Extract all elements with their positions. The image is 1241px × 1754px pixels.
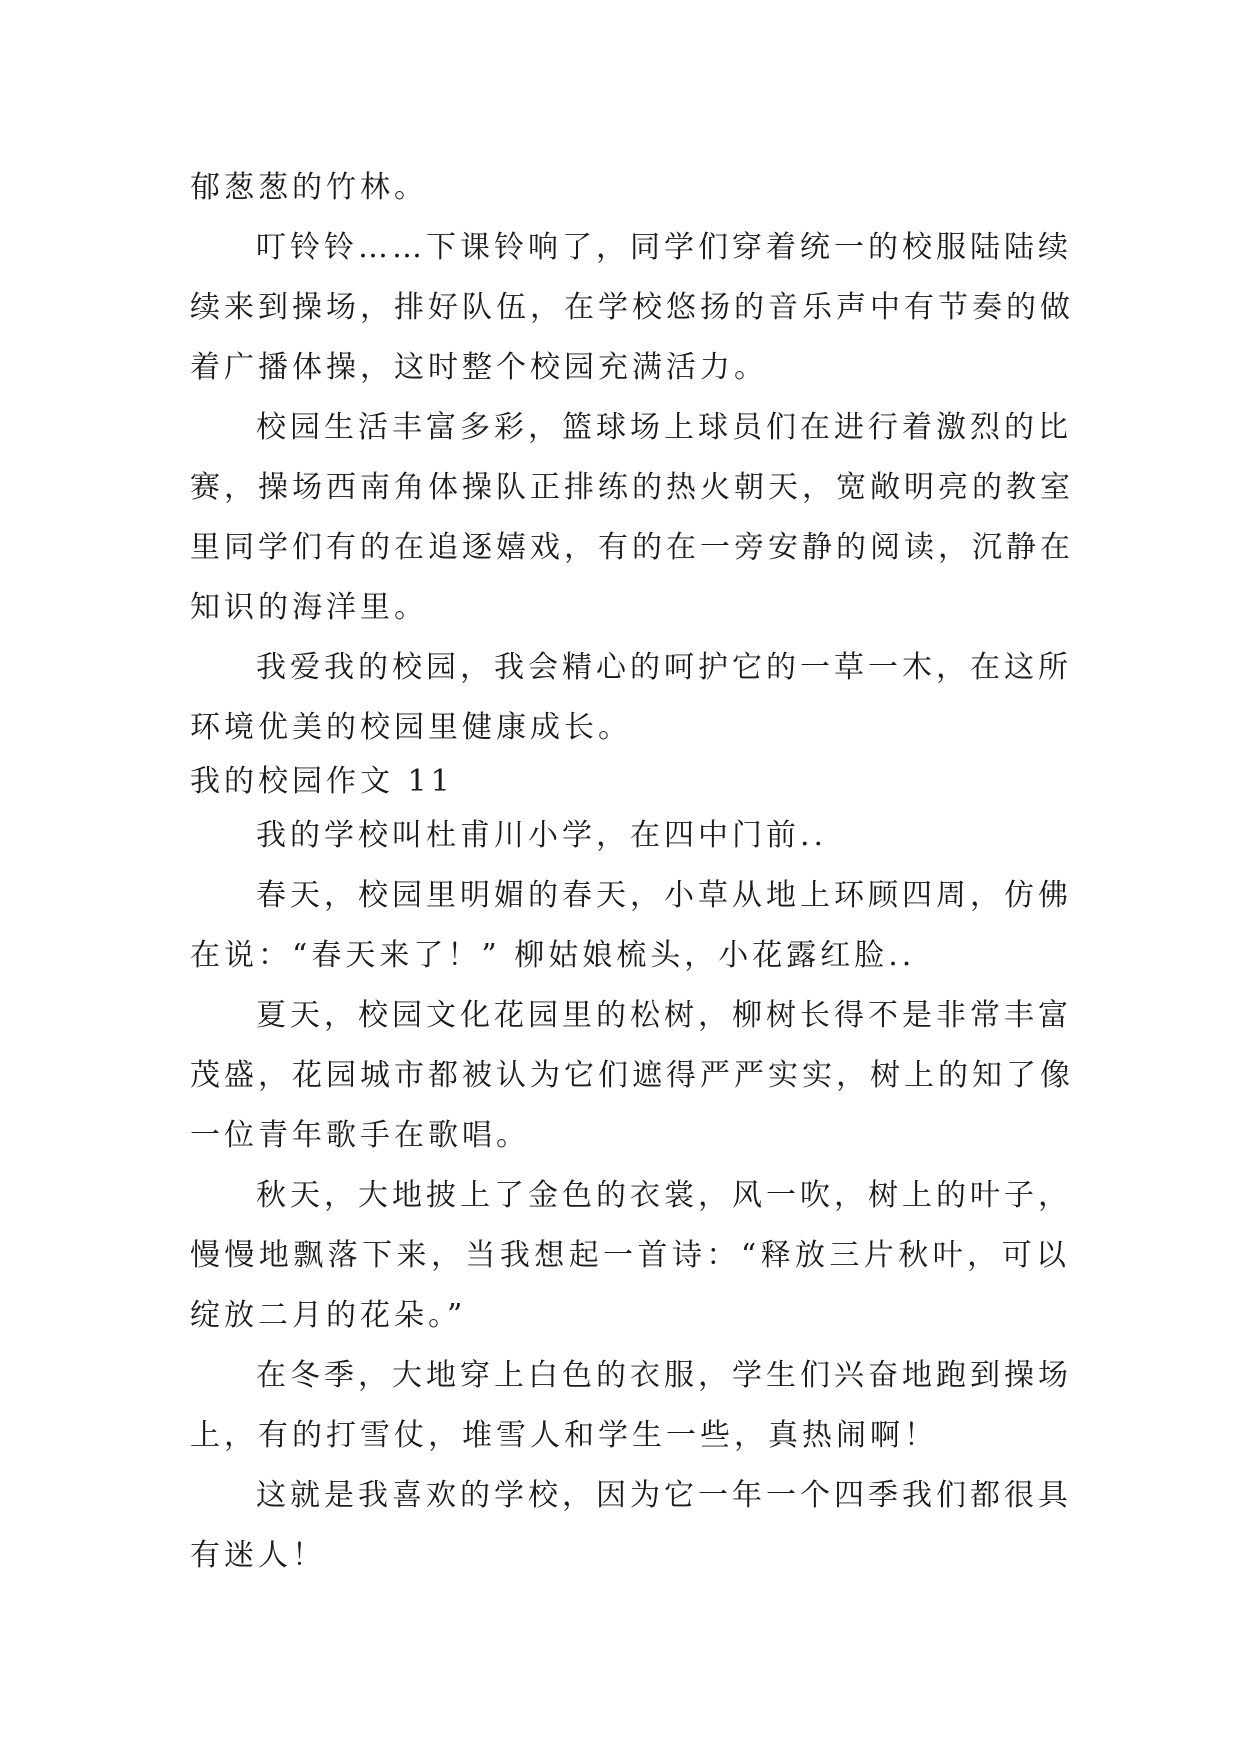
text-line: 知识的海洋里。: [190, 590, 428, 625]
section-heading: 我的校园作文 11: [190, 764, 454, 799]
text-line: 里同学们有的在追逐嬉戏，有的在一旁安静的阅读，沉静在: [190, 530, 1074, 565]
text-line: 慢慢地飘落下来，当我想起一首诗：“释放三片秋叶，可以: [190, 1238, 1070, 1273]
text-line: 赛，操场西南角体操队正排练的热火朝天，宽敞明亮的教室: [190, 470, 1074, 505]
text-line: 校园生活丰富多彩，篮球场上球员们在进行着激烈的比: [256, 410, 1072, 445]
text-line: 着广播体操，这时整个校园充满活力。: [190, 350, 768, 385]
text-line: 在说：“春天来了！” 柳姑娘梳头，小花露红脸..: [190, 938, 916, 973]
text-line: 有迷人！: [190, 1538, 326, 1573]
text-line: 叮铃铃……下课铃响了，同学们穿着统一的校服陆陆续: [256, 230, 1072, 265]
text-line: 我的学校叫杜甫川小学，在四中门前..: [256, 818, 828, 853]
text-line: 我爱我的校园，我会精心的呵护它的一草一木，在这所: [256, 650, 1072, 685]
text-line: 一位青年歌手在歌唱。: [190, 1118, 530, 1153]
text-line: 这就是我喜欢的学校，因为它一年一个四季我们都很具: [256, 1478, 1072, 1513]
text-line: 郁葱葱的竹林。: [190, 170, 428, 205]
text-line: 环境优美的校园里健康成长。: [190, 710, 632, 745]
text-line: 夏天，校园文化花园里的松树，柳树长得不是非常丰富: [256, 998, 1072, 1033]
text-line: 绽放二月的花朵。”: [190, 1298, 467, 1333]
text-line: 秋天，大地披上了金色的衣裳，风一吹，树上的叶子，: [256, 1178, 1072, 1213]
text-line: 春天，校园里明媚的春天，小草从地上环顾四周，仿佛: [256, 878, 1072, 913]
text-line: 茂盛，花园城市都被认为它们遮得严严实实，树上的知了像: [190, 1058, 1074, 1093]
text-line: 在冬季，大地穿上白色的衣服，学生们兴奋地跑到操场: [256, 1358, 1072, 1393]
text-line: 上，有的打雪仗，堆雪人和学生一些，真热闹啊！: [190, 1418, 938, 1453]
text-line: 续来到操场，排好队伍，在学校悠扬的音乐声中有节奏的做: [190, 290, 1074, 325]
